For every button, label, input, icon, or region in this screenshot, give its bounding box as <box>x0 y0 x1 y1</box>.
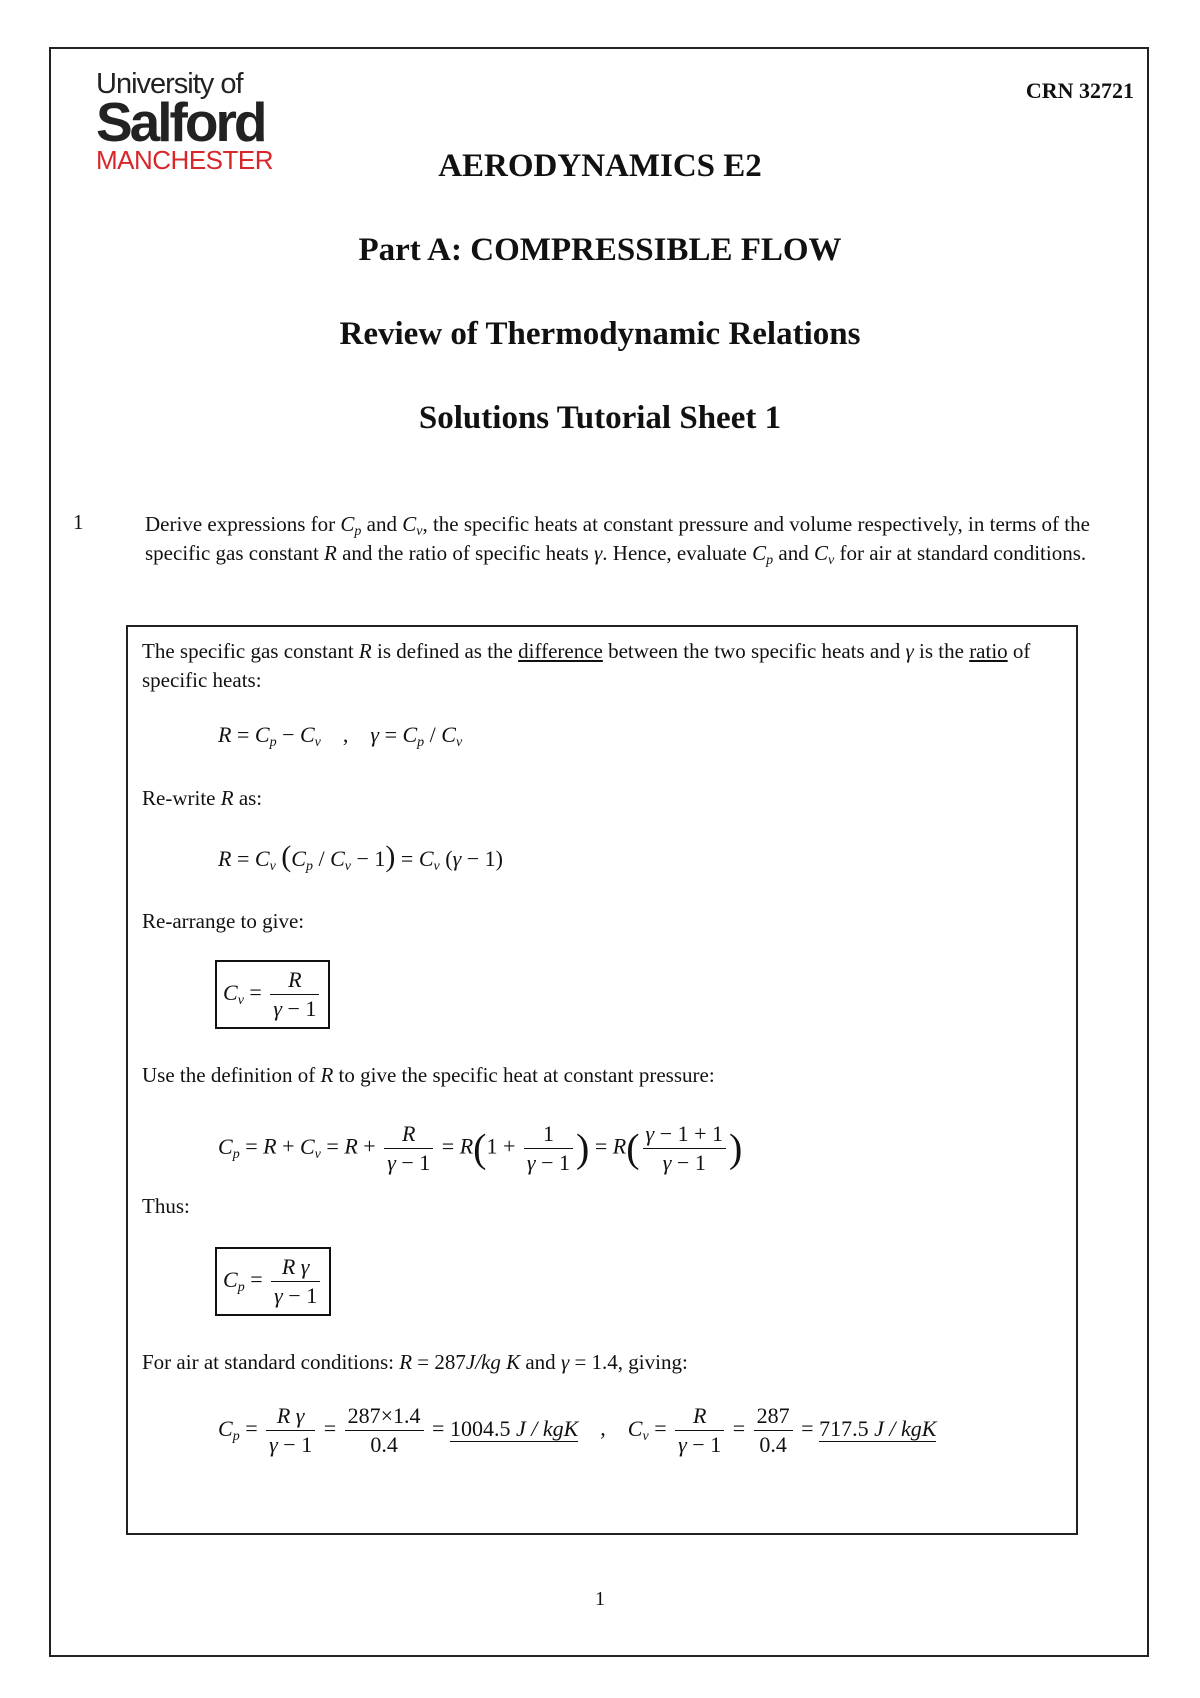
cv-result-box: $C_v$ = $\frac{R}{\gamma - 1}$ <box>215 960 330 1029</box>
question-text: Derive expressions for $C_p$ and $C_v$, the specific heats at constant pressure and volume respectively, in terms of the specific gas constant R and the ratio of specific heats γ. Hence, evaluate $C_p$ and $C_v$ for air at standard conditions. <box>145 512 1090 568</box>
air-conditions-text: For air at standard conditions: R = 287J/kg K and γ = 1.4, giving: <box>142 1350 688 1374</box>
equation-definitions: $R = C_p - C_v$ , $\gamma = C_p / C_v$ <box>218 722 463 750</box>
cv-value: 717.5 <box>819 1415 869 1441</box>
solution-intro: The specific gas constant R is defined as the difference between the two specific heats and γ is the ratio of specific heats: <box>142 639 1031 692</box>
logo-line2: Salford <box>96 91 265 153</box>
rearrange-text: Re-arrange to give: <box>142 909 305 933</box>
crn-code: CRN 32721 <box>1025 78 1134 103</box>
logo-line3: MANCHESTER <box>96 145 274 175</box>
equation-cp-derivation: $C_p = R + C_v = R$ + $\frac{R}{\gamma - 1}$ = R(1 + $\frac{1}{\gamma - 1}$ ) = R( $\frac{\gamma - 1 + 1}{\gamma - 1}$ ) <box>218 1121 743 1175</box>
thus-text: Thus: <box>142 1194 190 1218</box>
topic-title: Review of Thermodynamic Relations <box>339 316 861 352</box>
equation-rewrite: $R = C_v$ $(C_p / C_v - 1) = C_v$ (γ − 1) <box>218 840 503 874</box>
question-number: 1 <box>73 510 84 534</box>
cp-result-box: $C_p$ = $\frac{\text{R γ}}{\gamma - 1}$ <box>215 1247 331 1316</box>
equation-air-values: $C_p$ = $\frac{\text{R γ}}{\gamma - 1}$ = $\frac{287\times 1.4}{0.4}$ = 1004.5 J / kgK , $C_v$ = $\frac{R}{\gamma - 1}$ = $\frac{287}{0.4}$ = 717.5 J / kgK <box>218 1403 937 1457</box>
page-number: 1 <box>595 1588 605 1610</box>
sheet-title: Solutions Tutorial Sheet 1 <box>418 400 782 436</box>
rewrite-text: Re-write R as: <box>142 786 263 810</box>
use-definition-text: Use the definition of R to give the specific heat at constant pressure: <box>142 1063 715 1087</box>
part-title: Part A: COMPRESSIBLE FLOW <box>358 232 842 268</box>
course-title: AERODYNAMICS E2 <box>438 148 762 184</box>
cp-value: 1004.5 <box>449 1415 511 1441</box>
logo-line1: University of <box>96 68 243 100</box>
